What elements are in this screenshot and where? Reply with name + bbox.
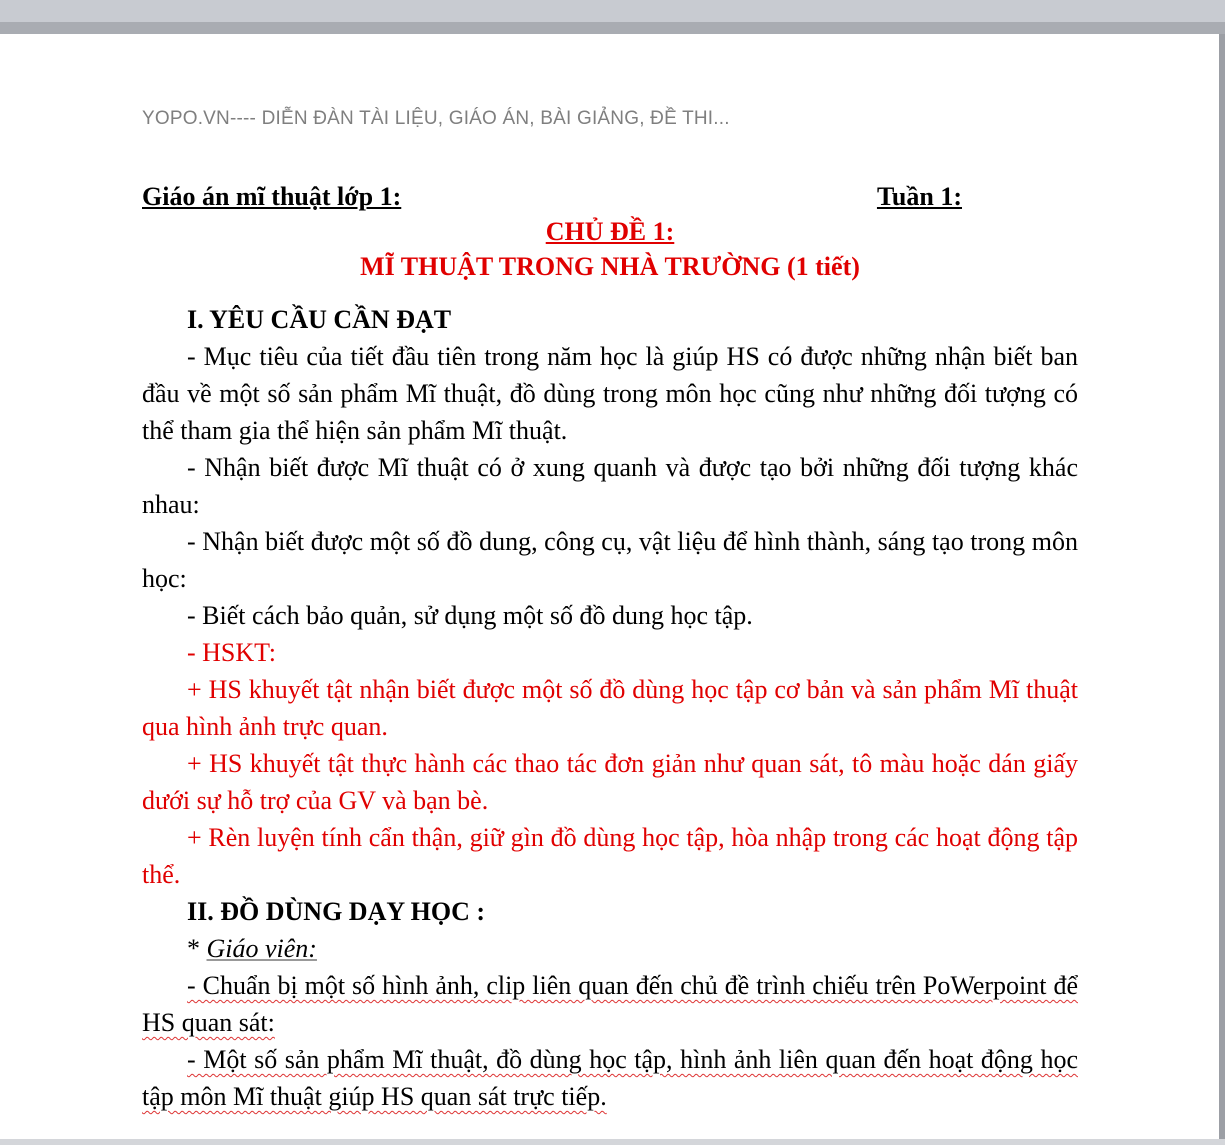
title-row [142,178,1078,214]
document-body[interactable] [142,178,1078,1115]
section-2-item: - Một số sản phẩm Mĩ thuật, đồ dùng học tập, hình ảnh liên quan đến hoạt động học tập môn Mĩ thuật giúp HS quan sát trực tiếp. [142,1045,1078,1111]
teacher-label: Giáo viên: [206,934,317,963]
section-1-heading: I. YÊU CẦU CẦN ĐẠT [187,305,452,334]
section-1-item: - Nhận biết được một số đồ dung, công cụ, vật liệu để hình thành, sáng tạo trong môn học: [142,527,1078,593]
topic-name: MĨ THUẬT TRONG NHÀ TRƯỜNG (1 tiết) [360,252,860,281]
teacher-star: * [187,934,207,963]
section-1-item: - Mục tiêu của tiết đầu tiên trong năm học là giúp HS có được những nhận biết ban đầu về một số sản phẩm Mĩ thuật, đồ dùng trong môn học cũng như những đối tượng có thể tham gia thể hiện sản phẩm Mĩ thuật. [142,342,1078,445]
topic-block [142,214,1078,284]
hskt-item: + Rèn luyện tính cẩn thận, giữ gìn đồ dùng học tập, hòa nhập trong các hoạt động tập thể. [142,823,1078,889]
section-2-item: - Chuẩn bị một số hình ảnh, clip liên quan đến chủ đề trình chiếu trên PoWerpoint để HS quan sát: [142,971,1078,1037]
topic-label: CHỦ ĐỀ 1: [545,217,675,246]
document-page[interactable] [0,34,1219,1139]
window-top-bar [0,0,1225,22]
section-2-heading: II. ĐỒ DÙNG DẠY HỌC : [187,897,486,926]
scrollbar-edge[interactable] [1219,34,1225,1145]
lesson-title: Giáo án mĩ thuật lớp 1: [142,182,402,211]
teacher-line [142,930,1078,967]
bottom-edge [0,1139,1225,1145]
week-label: Tuần 1: [876,182,962,211]
hskt-item: + HS khuyết tật nhận biết được một số đồ dùng học tập cơ bản và sản phẩm Mĩ thuật qua hình ảnh trực quan. [142,675,1078,741]
hskt-label: - HSKT: [187,638,276,667]
section-1-item: - Biết cách bảo quản, sử dụng một số đồ dung học tập. [187,601,753,630]
hskt-item: + HS khuyết tật thực hành các thao tác đơn giản như quan sát, tô màu hoặc dán giấy dưới sự hỗ trợ của GV và bạn bè. [142,749,1078,815]
section-1-item: - Nhận biết được Mĩ thuật có ở xung quanh và được tạo bởi những đối tượng khác nhau: [142,453,1078,519]
page-header-watermark: YOPO.VN---- DIỄN ĐÀN TÀI LIỆU, GIÁO ÁN, BÀI GIẢNG, ĐỀ THI... [142,108,730,129]
ruler-strip [0,22,1225,34]
